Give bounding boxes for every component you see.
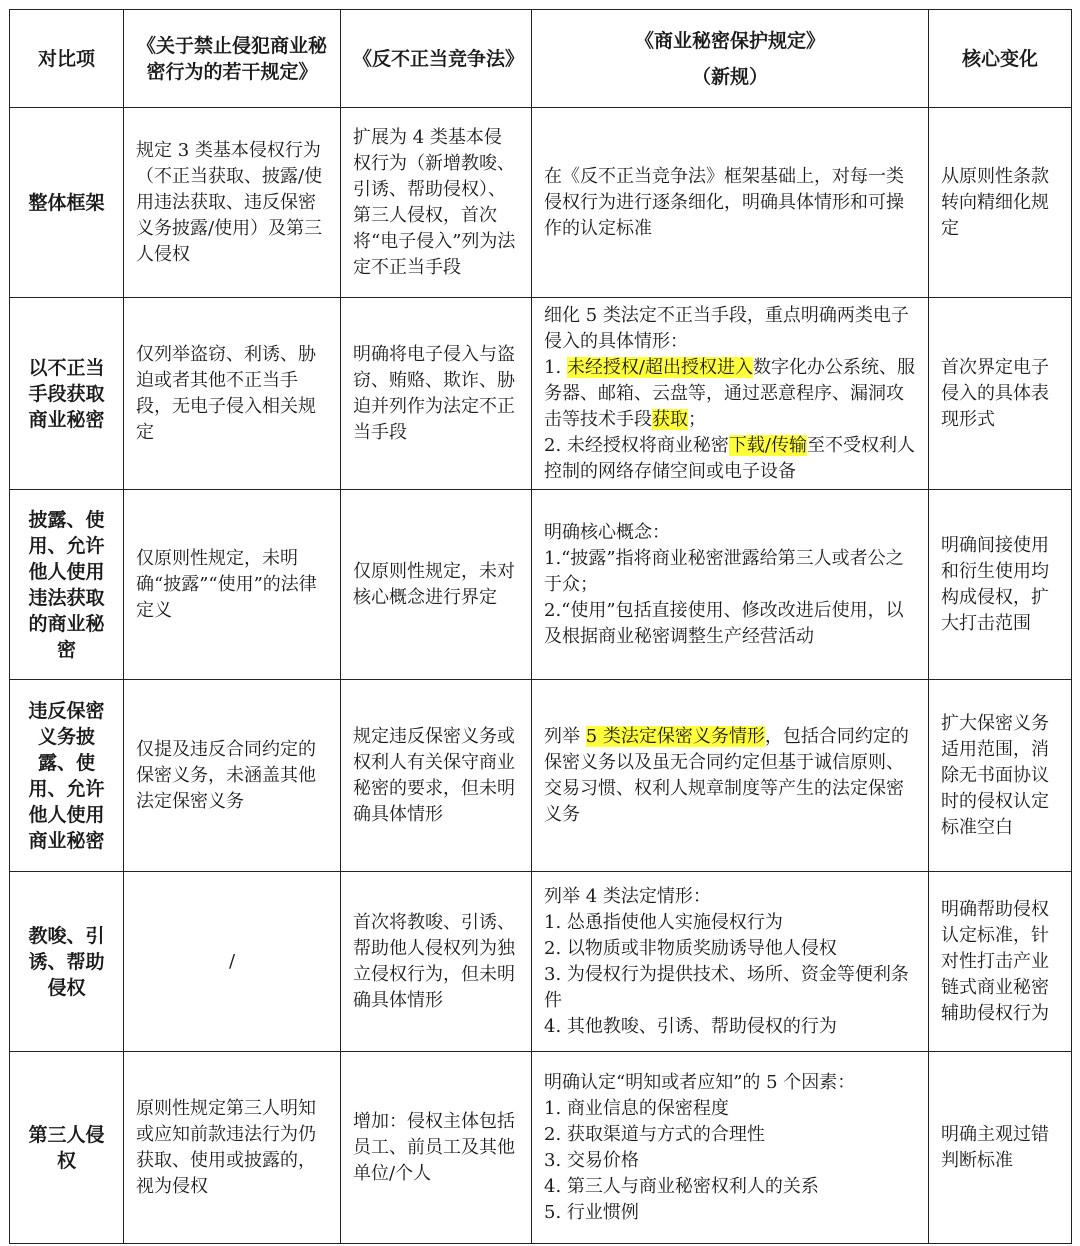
- text-segment: 1.: [544, 356, 567, 378]
- cell-line: 1. 商业信息的保密程度: [544, 1097, 729, 1119]
- cell-line: 2. 获取渠道与方式的合理性: [544, 1123, 765, 1145]
- cell-core-change: 扩大保密义务适用范围，消除无书面协议时的侵权认定标准空白: [929, 680, 1072, 872]
- row-item: 第三人侵权: [10, 1052, 124, 1244]
- row-item: 披露、使用、允许他人使用违法获取的商业秘密: [10, 490, 124, 680]
- cell-line: 列举 4 类法定情形：: [544, 885, 711, 907]
- cell-line: 3. 交易价格: [544, 1149, 639, 1171]
- cell-line: 细化 5 类法定不正当手段，重点明确两类电子侵入的具体情形：: [544, 304, 909, 352]
- cell-line: 1. 怂恿指使他人实施侵权行为: [544, 911, 783, 933]
- header-new-regulation-title: 《商业秘密保护规定》: [634, 29, 825, 52]
- cell-line: 4. 其他教唆、引诱、帮助侵权的行为: [544, 1015, 837, 1037]
- cell-core-change: 明确主观过错判断标准: [929, 1052, 1072, 1244]
- text-segment: ；: [688, 408, 706, 430]
- cell-line: 明确认定“明知或者应知”的 5 个因素：: [544, 1071, 856, 1093]
- header-new-regulation-subtitle: （新规）: [691, 65, 768, 88]
- cell-law: 增加：侵权主体包括员工、前员工及其他单位/个人: [341, 1052, 532, 1244]
- cell-law: 扩展为 4 类基本侵权行为（新增教唆、引诱、帮助侵权）、第三人侵权，首次将“电子侵入”列为法定不正当手段: [341, 108, 532, 298]
- cell-new-regulation: [532, 298, 929, 490]
- cell-new-regulation: [532, 872, 929, 1052]
- highlighted-text: 5 类法定保密义务情形: [585, 725, 765, 747]
- text-segment: 2. 未经授权将商业秘密: [544, 434, 729, 456]
- cell-new-regulation: [532, 490, 929, 680]
- header-comparison-item: 对比项: [10, 10, 124, 108]
- table-row: [10, 872, 1072, 1052]
- table-row: [10, 1052, 1072, 1244]
- table-row: [10, 108, 1072, 298]
- cell-line: 5. 行业惯例: [544, 1201, 639, 1223]
- header-new-regulation: [532, 10, 929, 108]
- comparison-table: [9, 9, 1072, 1244]
- cell-core-change: 从原则性条款转向精细化规定: [929, 108, 1072, 298]
- header-anti-unfair-competition-law: 《反不正当竞争法》: [341, 10, 532, 108]
- cell-line: [544, 433, 916, 485]
- header-core-change: 核心变化: [929, 10, 1072, 108]
- cell-line: 明确核心概念：: [544, 521, 670, 543]
- cell-core-change: 明确帮助侵权认定标准，针对性打击产业链式商业秘密辅助侵权行为: [929, 872, 1072, 1052]
- cell-old-regulation: 仅原则性规定，未明确“披露”“使用”的法律定义: [124, 490, 341, 680]
- cell-law: 规定违反保密义务或权利人有关保守商业秘密的要求，但未明确具体情形: [341, 680, 532, 872]
- text-segment: 至不受权利人控制的网络存储空间或电子设备: [544, 434, 915, 482]
- text-segment: ，包括合同约定的保密义务以及虽无合同约定但基于诚信原则、交易习惯、权利人规章制度等产生的法定保密义务: [544, 725, 909, 825]
- highlighted-text: 下载/传输: [728, 434, 807, 456]
- cell-old-regulation: /: [124, 872, 341, 1052]
- cell-line: 4. 第三人与商业秘密权利人的关系: [544, 1175, 819, 1197]
- highlighted-text: 获取: [652, 408, 688, 430]
- table-row: [10, 680, 1072, 872]
- cell-line: 3. 为侵权行为提供技术、场所、资金等便利条件: [544, 963, 909, 1011]
- row-item: 整体框架: [10, 108, 124, 298]
- cell-new-regulation: [532, 1052, 929, 1244]
- header-row: [10, 10, 1072, 108]
- cell-line: 在《反不正当竞争法》框架基础上，对每一类侵权行为进行逐条细化，明确具体情形和可操作的认定标准: [544, 165, 904, 239]
- cell-old-regulation: 规定 3 类基本侵权行为（不正当获取、披露/使用违法获取、违反保密义务披露/使用）及第三人侵权: [124, 108, 341, 298]
- cell-law: 明确将电子侵入与盗窃、贿赂、欺诈、胁迫并列作为法定不正当手段: [341, 298, 532, 490]
- table-row: [10, 298, 1072, 490]
- cell-line: 2. 以物质或非物质奖励诱导他人侵权: [544, 937, 837, 959]
- text-segment: 列举: [544, 725, 586, 747]
- cell-new-regulation: [532, 680, 929, 872]
- text-segment: 数字化办公系统、服务器、邮箱、云盘等，通过恶意程序、漏洞攻击等技术手段: [544, 356, 915, 430]
- cell-new-regulation: [532, 108, 929, 298]
- cell-old-regulation: 仅列举盗窃、利诱、胁迫或者其他不正当手段，无电子侵入相关规定: [124, 298, 341, 490]
- cell-law: 仅原则性规定，未对核心概念进行界定: [341, 490, 532, 680]
- cell-line: 2.“使用”包括直接使用、修改改进后使用，以及根据商业秘密调整生产经营活动: [544, 599, 904, 647]
- row-item: 教唆、引诱、帮助侵权: [10, 872, 124, 1052]
- row-item: 违反保密义务披露、使用、允许他人使用商业秘密: [10, 680, 124, 872]
- cell-old-regulation: 原则性规定第三人明知或应知前款违法行为仍获取、使用或披露的，视为侵权: [124, 1052, 341, 1244]
- cell-line: [544, 355, 916, 433]
- header-old-regulation: 《关于禁止侵犯商业秘密行为的若干规定》: [124, 10, 341, 108]
- cell-core-change: 明确间接使用和衍生使用均构成侵权，扩大打击范围: [929, 490, 1072, 680]
- row-item: 以不正当手段获取商业秘密: [10, 298, 124, 490]
- table-row: [10, 490, 1072, 680]
- cell-old-regulation: 仅提及违反合同约定的保密义务，未涵盖其他法定保密义务: [124, 680, 341, 872]
- highlighted-text: 未经授权/超出授权进入: [566, 356, 753, 378]
- cell-line: 1.“披露”指将商业秘密泄露给第三人或者公之于众；: [544, 547, 904, 595]
- cell-core-change: 首次界定电子侵入的具体表现形式: [929, 298, 1072, 490]
- cell-law: 首次将教唆、引诱、帮助他人侵权列为独立侵权行为，但未明确具体情形: [341, 872, 532, 1052]
